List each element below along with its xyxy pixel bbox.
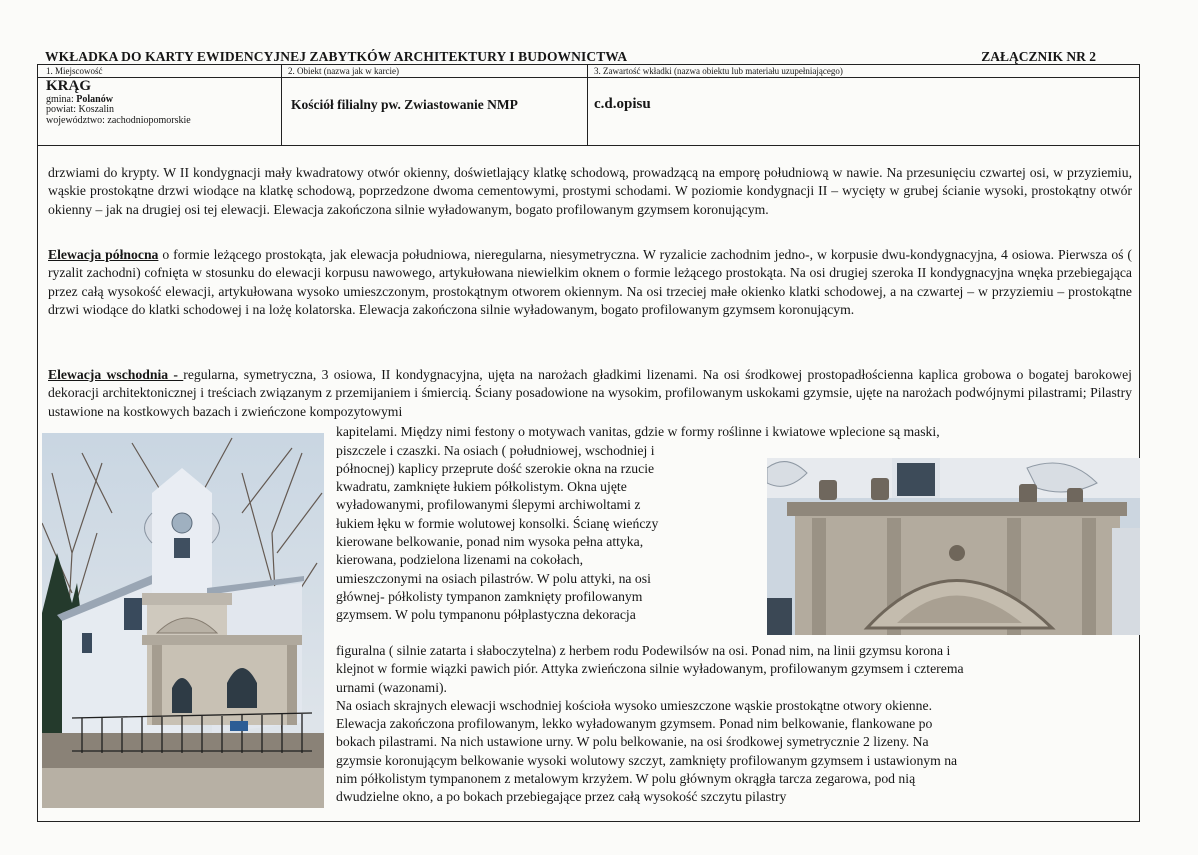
text-line: gzymsem. W polu tympanonu półplastyczna dekoracja xyxy=(336,607,636,623)
text-line: Elewacja zakończona profilowanym, lekko wyładowanym gzymsem. Ponad nim belkowanie, flankowane po xyxy=(336,716,933,732)
north-heading: Elewacja północna xyxy=(48,247,159,262)
text-line: klejnot w formie wiązki pawich piór. Attyka zwieńczona silnie wyładowanym, profilowanym gzymsem i czterema xyxy=(336,661,964,677)
text-line: Na osiach skrajnych elewacji wschodniej kościoła wysoko umieszczone wąskie prostokątne otwory okienne. xyxy=(336,697,932,713)
text-line: dwudzielne okno, a po bokach przebiegające przez całą wysokość szczytu pilastry xyxy=(336,789,787,805)
text-line: nim półkolistym tympanonem z metalowym krzyżem. W polu głównym okrągła tarcza zegarowa, pod nią xyxy=(336,771,916,787)
annex-label: ZAŁĄCZNIK NR 2 xyxy=(981,49,1096,64)
east-text: regularna, symetryczna, 3 osiowa, II kondygnacyjna, ujęta na narożach gładkimi lizenami. Na osi środkowej prostopadłościenna kaplica grobowa o bogatej barokowej dekoracji architektonicznej i treściach związanym z przemijaniem i śmiercią. Ściany posadowione na wysokim, profilowanym uskokami gzymsie, ujęte na narożach podwójnymi pilastrami; Pilastry ustawione na kostkowych bazach i zwieńczone kompozytowymi xyxy=(48,367,1132,419)
text-line: łukiem łęku w formie wolutowej konsolki. Ścianę wieńczy xyxy=(336,515,659,531)
content-name: c.d.opisu xyxy=(594,96,651,112)
text-line: kapitelami. Między nimi festony o motywach vanitas, gdzie w formy roślinne i kwiatowe wplecione są maski, xyxy=(336,424,940,439)
header-values-row xyxy=(38,77,1139,146)
text-line: figuralna ( silnie zatarta i słaboczytelna) z herbem rodu Podewilsów na osi. Ponad nim, na linii gzymsu korona i xyxy=(336,643,951,658)
text-line: kwadratu, zamknięte łukiem półkolistym. Okna ujęte xyxy=(336,479,627,495)
powiat-value: Koszalin xyxy=(78,104,115,116)
text-line: północnej) kaplicy przeprute dość szerokie okna na rzucie xyxy=(336,460,655,476)
text-line: gzymsie koronującym belkowanie wysoki wolutowy szczyt, zamknięty profilowanym gzymsem i ustawionym na xyxy=(336,752,958,768)
paragraph-east-final xyxy=(336,642,1132,807)
powiat-label: powiat: xyxy=(46,104,76,116)
column-divider xyxy=(587,65,588,145)
text-line: głównej- półkolisty tympanon zamknięty profilowanym xyxy=(336,588,643,604)
chapel-detail-photo xyxy=(767,458,1140,635)
church-illustration xyxy=(42,433,324,808)
east-heading: Elewacja wschodnia - xyxy=(48,367,184,382)
gmina-value: Polanów xyxy=(76,93,113,105)
text-line: kierowane belkowanie, ponad nim wysoka pełna attyka, xyxy=(336,533,644,549)
card-title: WKŁADKA DO KARTY EWIDENCYJNEJ ZABYTKÓW ARCHITEKTURY I BUDOWNICTWA xyxy=(45,49,628,64)
woj-value: zachodniopomorskie xyxy=(107,114,191,126)
paragraph-north xyxy=(48,246,1132,319)
church-photo xyxy=(42,433,324,808)
text-line: wyładowanymi, profilowanymi ślepymi archiwoltami z xyxy=(336,497,641,513)
text-line: bokach pilastrami. Na nich ustawione urny. W polu belkowanie, na osi środkowej symetrycznie 2 lizeny. Na xyxy=(336,734,929,750)
paragraph-east-cont xyxy=(336,423,1132,441)
paragraph-east-narrow xyxy=(336,442,756,625)
object-name: Kościół filialny pw. Zwiastowanie NMP xyxy=(291,97,518,112)
woj-label: województwo: xyxy=(46,114,105,126)
paragraph-east xyxy=(48,366,1132,421)
paragraph-south-cont: drzwiami do krypty. W II kondygnacji mały kwadratowy otwór okienny, doświetlający klatkę schodową, prowadzącą na emporę południową w nawie. Na przesunięciu czwartej osi, w przyziemiu, wąskie prostokątne drzwi wiodące na klatkę schodową, poprzedzone dwoma cementowymi, prostymi schodami. W poziomie kondygnacji II – wycięty w grubej ścianie wysoki, prostokątny otwór okienny – jak na drugiej osi tej elewacji. Elewacja zakończona silnie wyładowanym, bogato profilowanym gzymsem koronującym. xyxy=(48,165,1132,217)
col-label-content: 3. Zawartość wkładki (nazwa obiektu lub materiału uzupełniającego) xyxy=(594,66,843,76)
gmina-label: gmina: xyxy=(46,93,74,105)
column-divider xyxy=(281,65,282,145)
text-line: umieszczonymi na osiach pilastrów. W polu attyki, na osi xyxy=(336,570,651,586)
chapel-illustration xyxy=(767,458,1140,635)
col-label-place: 1. Miejscowość xyxy=(46,66,103,76)
place-cell xyxy=(46,79,191,126)
text-line: urnami (wazonami). xyxy=(336,679,447,695)
text-line: kierowana, podzielona lizenami na cokołach, xyxy=(336,552,584,568)
north-text: o formie leżącego prostokąta, jak elewacja południowa, nieregularna, niesymetryczna. W ryzalicie zachodnim jedno-, w korpusie dwu-kondygnacyjna, 4 osiowa. Pierwsza oś ( ryzalit zachodni) cofnięta w stosunku do elewacji korpusu nawowego, artykułowana niewielkim oknem o formie leżącego prostokąta. Na osi drugiej szeroka II kondygnacyjna wnęka przebiegająca przez całą wysokość elewacji, artykułowana wysoko umieszczonym, prostokątnym otworem okiennym. Na osi trzeciej małe okienko klatki schodowej, a na czwartej – w przyziemiu – prostokątne drzwi wiodące do klatki schodowej i na lożę kolatorska. Elewacja zakończona silnie wyładowanym, bogato profilowanym gzymsem koronującym. xyxy=(48,247,1132,317)
town-name: KRĄG xyxy=(46,78,91,94)
col-label-object: 2. Obiekt (nazwa jak w karcie) xyxy=(288,66,399,76)
text-line: piszczele i czaszki. Na osiach ( południowej, wschodniej i xyxy=(336,442,655,458)
